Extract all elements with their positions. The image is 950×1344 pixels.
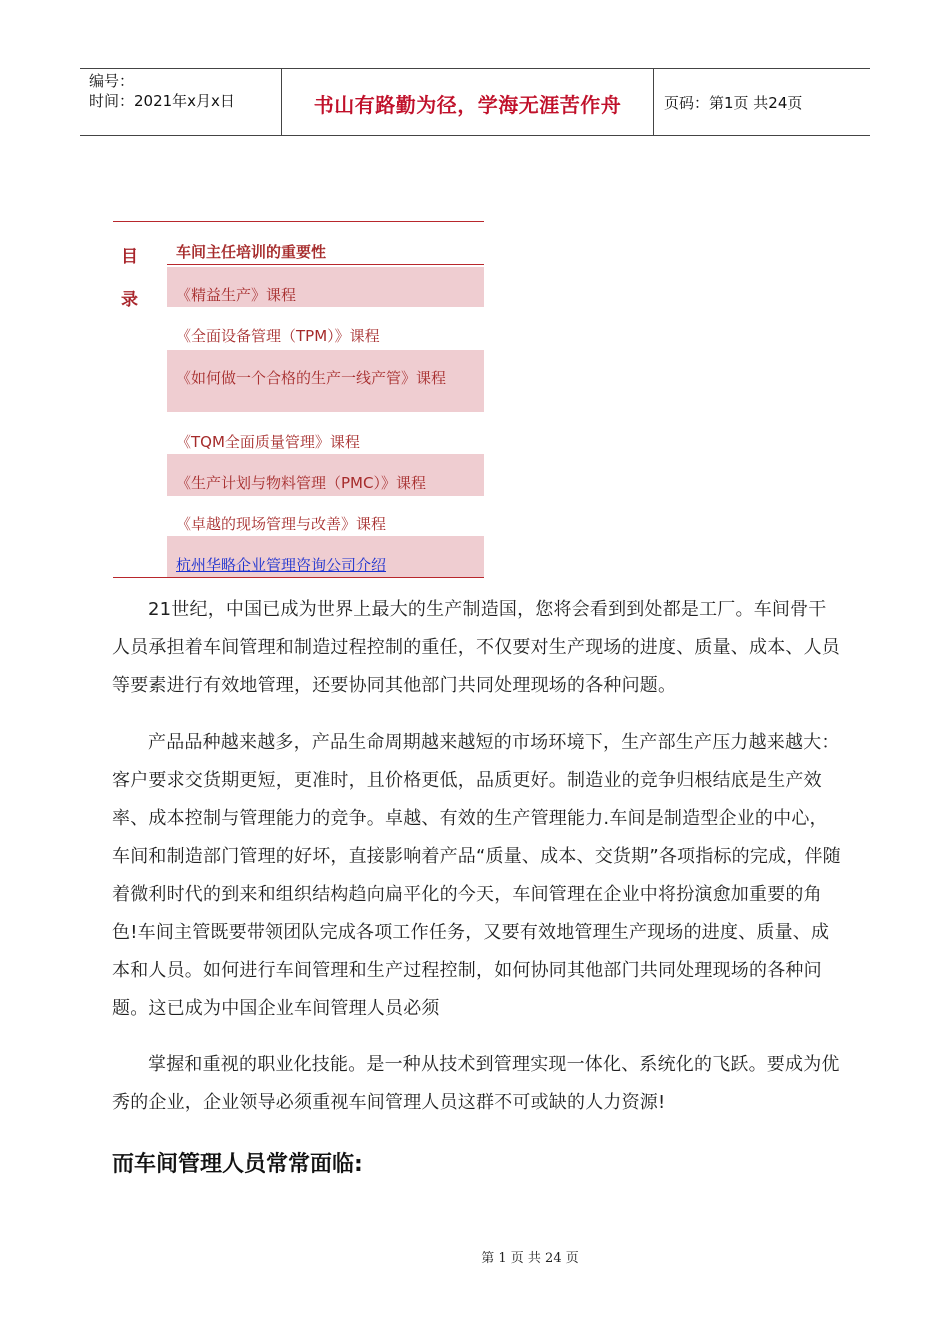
header-page-info: 页码：第1页 共24页 [664,93,803,112]
header-motto: 书山有路勤为径，学海无涯苦作舟 [313,92,622,117]
toc-label-lu: 录 [121,290,138,310]
toc-item[interactable]: 《精益生产》课程 [167,267,484,307]
body-paragraph: 21世纪，中国已成为世界上最大的生产制造国，您将会看到到处都是工厂。车间骨干人员承担着车间管理和制造过程控制的重任，不仅要对生产现场的进度、质量、成本、人员等要素进行有效地管理，还要协同其他部门共同处理现场的各种问题。 [112,599,840,696]
toc-item[interactable]: 《如何做一个合格的生产一线产管》课程 [167,350,484,412]
body-paragraph: 产品品种越来越多，产品生命周期越来越短的市场环境下，生产部生产压力越来越大：客户要求交货期更短，更准时，且价格更低，品质更好。制造业的竞争归根结底是生产效率、成本控制与管理能力的竞争。卓越、有效的生产管理能力.车间是制造型企业的中心，车间和制造部门管理的好坏，直接影响着产品“质量、成本、交货期”各项指标的完成，伴随着微利时代的到来和组织结构趋向扁平化的今天，车间管理在企业中将扮演愈加重要的角色!车间主管既要带领团队完成各项工作任务，又要有效地管理生产现场的进度、质量、成本和人员。如何进行车间管理和生产过程控制，如何协同其他部门共同处理现场的各种问题。这已成为中国企业车间管理人员必须 [112,732,841,1019]
header-motto-cell [282,69,654,135]
doc-number-label: 编号： [89,72,135,90]
toc-label-mu: 目 [121,247,138,267]
toc-item[interactable]: 《TQM全面质量管理》课程 [176,433,360,451]
toc-item[interactable]: 《卓越的现场管理与改善》课程 [176,515,387,533]
toc-item[interactable]: 《全面设备管理（TPM）》课程 [176,327,380,345]
page-footer: 第 1 页 共 24 页 [481,1251,579,1266]
toc-item[interactable]: 《生产计划与物料管理（PMC）》课程 [167,454,484,496]
page-header [80,68,870,136]
doc-time-label: 时间：2021年x月x日 [89,92,235,110]
toc-item-link[interactable]: 杭州华略企业管理咨询公司介绍 [167,536,484,577]
table-of-contents [113,221,484,578]
body-paragraph: 掌握和重视的职业化技能。是一种从技术到管理实现一体化、系统化的飞跃。要成为优秀的企业，企业领导必须重视车间管理人员这群不可或缺的人力资源! [112,1054,840,1113]
header-meta [80,69,282,135]
toc-item[interactable]: 车间主任培训的重要性 [167,242,484,265]
section-heading: 而车间管理人员常常面临: [112,1152,363,1177]
